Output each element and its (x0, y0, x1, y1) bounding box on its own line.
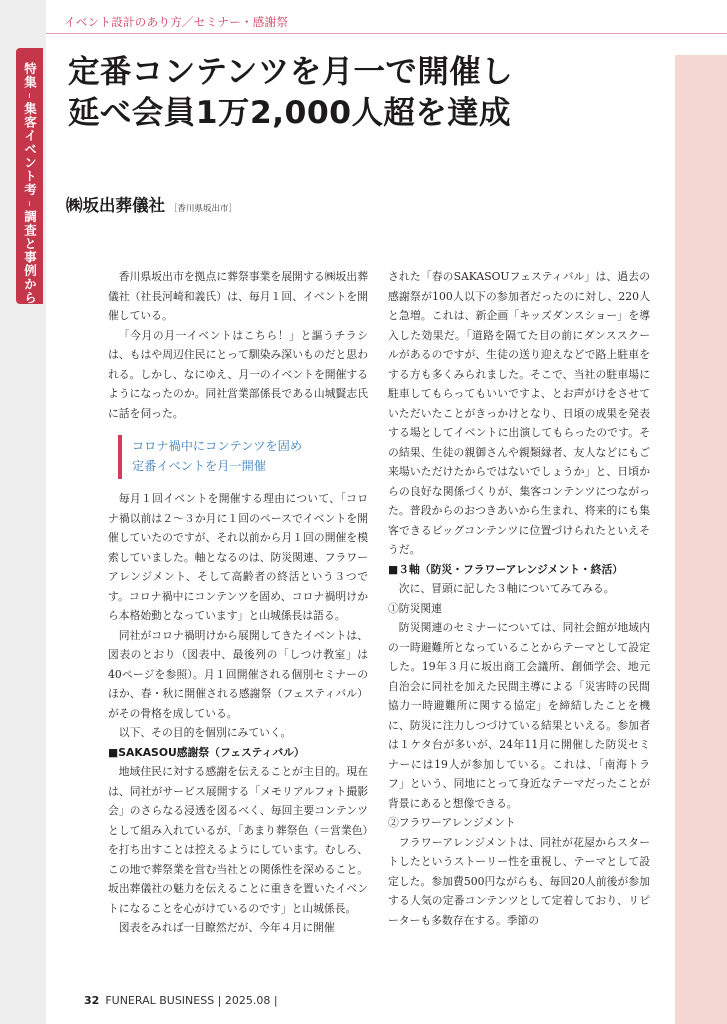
page-number: 32 (84, 994, 100, 1007)
paragraph: 以下、その目的を個別にみていく。 (118, 726, 292, 739)
subsection-disaster-prevention: ①防災関連 (388, 601, 442, 615)
magazine-issue: FUNERAL BUSINESS | 2025.08 | (105, 994, 278, 1007)
section-category: イベント設計のあり方／セミナー・感謝祭 (64, 15, 289, 29)
paragraph: された「春のSAKASOUフェスティバル」は、過去の感謝祭が100人以下の参加者だったのに対し、220人と急増。これは、新企画「キッズダンスショー」を導入した効果だ。「道路を隔てた目の前にダンススクールがあるのですが、生徒の送り迎えなどで路上駐車をする方も多くみられました。そこで、当社の駐車場に駐車してもらってもいいですよ、とお声がけをさせていただいたことがきっかけとなり、日頃の成果を発表する場としてイベントに出演してもらったのです。その結果、生徒の親御さんや親類縁者、友人などにもご来場いただけたからではないでしょうか」と、日頃からの良好な関係づくりが、集客コンテンツにつながった。普段からのおつきあいから生まれ、将来的にも集客できるビッグコンテンツに位置づけられたといえそうだ。 (388, 270, 650, 556)
organization-location: ［香川県坂出市］ (169, 204, 238, 214)
feature-tab-label: 特集 (22, 62, 38, 89)
paragraph: 防災関連のセミナーについては、同社会館が地域内の一時避難所となっていることからテーマとして設定した。19年３月に坂出商工会議所、創価学会、地元自治会に同社を加えた民間主導による「災害時の民間協力一時避難所に関する協定」を締結したことを機に、防災に注力しつづけている結果といえる。参加者は１ケタ台が多いが、24年11月に開催した防災セミナーには19人が参加している。これは、「南海トラフ」という、同地にとって身近なテーマだったことが背景にあると想像できる。 (388, 621, 650, 810)
section-subheading (118, 435, 368, 479)
title-line-1: 定番コンテンツを月一で開催し (68, 54, 514, 90)
page-footer (84, 994, 278, 1007)
paragraph: 地域住民に対する感謝を伝えることが主目的。現在は、同社がサービス展開する「メモリアルフォト撮影会」のさらなる浸透を図るべく、毎回主要コンテンツとして組み入れているが、「あまり葬祭色（＝営業色）を打ち出すことは控えるようにしています。むしろ、この地で葬祭業を営む当社との関係性を深めること。坂出葬儀社の魅力を伝えることに重きを置いたイベントになることを心がけているのです」と山城係長。 (108, 765, 368, 915)
tab-divider (29, 201, 30, 206)
heading-sakasou-festival: ■SAKASOU感謝祭（フェスティバル） (108, 745, 305, 759)
feature-tab-theme: 集客イベント考 (22, 102, 38, 197)
feature-section-tab (16, 48, 43, 304)
paragraph: 香川県坂出市を拠点に葬祭事業を展開する㈱坂出葬儀社（社長河崎和義氏）は、毎月１回、イベントを開催している。 (108, 270, 368, 322)
feature-tab-subtheme: 調査と事例から (22, 209, 38, 304)
subheading-line-1: コロナ禍中にコンテンツを固め (132, 439, 303, 453)
paragraph: 同社がコロナ禍明けから展開してきたイベントは、図表のとおり（図表中、最後列の「しつけ教室」は40ページを参照）。月１回開催される個別セミナーのほか、春・秋に開催される感謝祭（フェスティバル）がその骨格を成している。 (108, 628, 368, 720)
header-divider (46, 33, 727, 34)
paragraph: フラワーアレンジメントは、同社が花屋からスタートしたというストーリー性を重視し、テーマとして設定した。参加費500円ながらも、毎回20人前後が参加する人気の定番コンテンツとして定着しており、リピーターも多数存在する。季節の (388, 835, 650, 927)
body-column-left (108, 267, 368, 938)
paragraph: 図表をみれば一目瞭然だが、今年４月に開催 (118, 921, 335, 934)
paragraph: 毎月１回イベントを開催する理由について、「コロナ禍以前は２～３か月に１回のペースでイベントを開催していたのですが、それ以前から月１回の開催を模索していました。軸となるのは、防災関連、フラワーアレンジメント、そして高齢者の終活という３つです。コロナ禍中にコンテンツを固め、コロナ禍明けから本格始動となっています」と山城係長は語る。 (108, 492, 368, 622)
organization-name: ㈱坂出葬儀社 (66, 196, 165, 215)
tab-divider (29, 93, 30, 98)
heading-three-axes: ■３軸（防災・フラワーアレンジメント・終活） (388, 562, 624, 576)
subsection-flower-arrangement: ②フラワーアレンジメント (388, 816, 516, 829)
paragraph: 「今月の月一イベントはこちら！」と謳うチラシは、もはや周辺住民にとって馴染み深いものだと思われる。しかし、なにゆえ、月一のイベントを開催するようになったのか。同社営業部係長である山城賢志氏に話を伺った。 (108, 328, 368, 420)
title-line-2: 延べ会員1万2,000人超を達成 (68, 95, 511, 131)
paragraph: 次に、冒頭に記した３軸についてみてみる。 (398, 582, 615, 595)
subheading-line-2: 定番イベントを月一開催 (132, 459, 267, 473)
organization-byline (66, 192, 237, 216)
body-column-right (388, 267, 650, 930)
article-title (68, 52, 668, 134)
right-decorative-band (675, 55, 727, 1024)
